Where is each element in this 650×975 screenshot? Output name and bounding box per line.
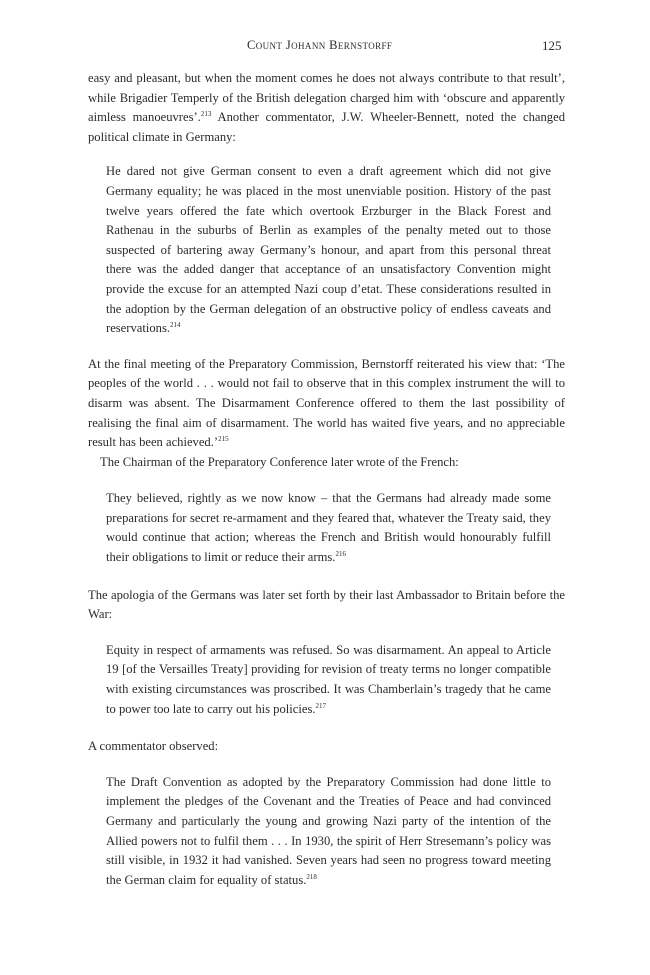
footnote-marker: 215: [218, 435, 229, 444]
footnote-marker: 217: [315, 701, 326, 710]
body-paragraph: The Chairman of the Preparatory Conference later wrote of the French:: [100, 454, 459, 469]
page-number: 125: [542, 38, 562, 53]
running-title: Count Johann Bernstorff: [247, 38, 393, 52]
footnote-marker: 218: [306, 872, 317, 881]
body-paragraph: The apologia of the Germans was later set forth by their last Ambassador to Britain before the War:: [88, 587, 565, 622]
body-paragraph: At the final meeting of the Preparatory Commission, Bernstorff reiterated his view that: ‘The peoples of the world . . . would not fail to observe that in this complex instrument the will to disarm was absent. The Disarmament Conference offered to them the last possibility of realising the final aim of disarmament. The world has waited five years, and no appreciable result has been achieved.’$^{215}$: [88, 356, 565, 450]
block-quote: Equity in respect of armaments was refused. So was disarmament. An appeal to Article 19 [of the Versailles Treaty] providing for revision of treaty terms no longer compatible with existing circumstances was proscribed. It was Chamberlain’s tragedy that he came to power too late to carry out his policies.$^{217}$: [106, 642, 551, 716]
footnote-marker: 216: [335, 550, 346, 559]
block-quote: He dared not give German consent to even a draft agreement which did not give Germany equality; he was placed in the most unenviable position. History of the past twelve years offered the fate which overtook Erzburger in the Black Forest and Rathenau in the suburbs of Berlin as examples of the penalty meted out to those suspected of bartering away Germany’s honour, and apart from this personal threat there was the added danger that acceptance of an unsatisfactory Convention might provide the excuse for an attempted Nazi coup d’etat. These considerations resulted in the adoption by the German delegation of an obstructive policy of endless caveats and reservations.$^{214}$: [106, 164, 551, 336]
footnote-marker: 213: [200, 110, 212, 119]
footnote-marker: 214: [170, 321, 181, 330]
block-quote: The Draft Convention as adopted by the Preparatory Commission had done little to implement the pledges of the Covenant and the Treaties of Peace and had convinced Germany and particularly the young and growing Nazi party of the intention of the Allied powers not to fulfil them . . . In 1930, the spirit of Herr Stresemann’s policy was still visible, in 1932 it had vanished. Seven years had seen no progress toward meeting the German claim for equality of status.$^{218}$: [106, 774, 551, 887]
block-quote: They believed, rightly as we now know – that the Germans had already made some preparations for secret re-armament and they feared that, whatever the Treaty said, they would continue that action; whereas the French and British would honourably fulfill their obligations to limit or reduce their arms.$^{216}$: [106, 491, 551, 565]
body-paragraph: A commentator observed:: [88, 739, 219, 754]
running-head: [0, 38, 650, 58]
body-paragraph: easy and pleasant, but when the moment comes he does not always contribute to that result’, while Brigadier Temperly of the British delegation charged him with ‘obscure and apparently aimless manoeuvres’.$^{213}$ Another commentator, J.W. Wheeler-Bennett, noted the changed political climate in Germany:: [88, 71, 565, 144]
body-text: [88, 69, 565, 890]
